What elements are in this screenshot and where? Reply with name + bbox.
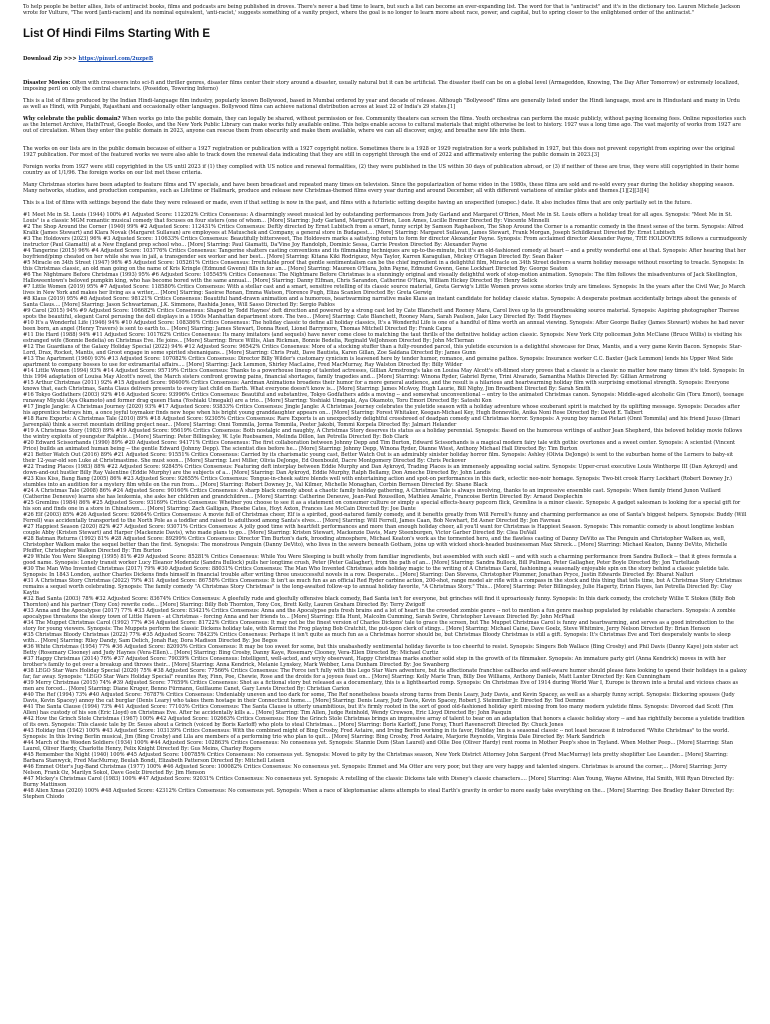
movie-list-item: #14 Little Women (1994) 93% #14 Adjusted Score: 95719% Critics Consensus: Thanks to a powerhouse lineup of talented actresses, Gillian Armstrong's take on Louisa May Alcott's oft-filmed story proves that a classic is a classic no matter how many times it's told. Synopsis: In this 1994 adaptation of Louisa May Alcott's novel, the March sisters confront growing pains, financial shortages, family tragedies and... [More] Starring: Winona Ryder, Gabriel Byrne, Trini Alvarado, Samantha Mathis Directed By: Gillian Armstrong [23,367,745,380]
movie-list-item: #34 The Muppet Christmas Carol (1992) 77% #34 Adjusted Score: 81722% Critics Consensus: It may not be the finest version of Charles Dickens' tale to grace the screen, but The Muppet Christmas Carol is funny and heartwarming, and serves as a good introduction to the story for young viewers. Synopsis: The Muppets perform the classic Dickens holiday tale, with Kermit the Frog playing Bob Cratchit, the put-upon clerk of stingy... [More] Starring: Michael Caine, Dave Goelz, Steve Whitmire, Jerry Nelson Directed By: Brian Henson [23,619,734,632]
movie-list-item: #19 A Christmas Story (1983) 89% #19 Adjusted Score: 95619% Critics Consensus: Both nostalgic and naughty, A Christmas Story deserves its status as a holiday perennial. Synopsis: Based on the humorous writings of author Jean Shepherd, this beloved holiday movie follows the wintry exploits of youngster Ralphie... [More] Starring: Peter Billingsley, W. Lyle Ruebsamen, Melinda Dillon, Ian Petrella Directed By: Bob Clark [23,427,743,440]
intro-paragraph: To help people be better allies, lists of antiracist books, films and podcasts are being published in droves. There's never a bad time to learn, but such a list can become an ever-expanding list. The word for that is "antiracist" and it's in the dictionary too. Lauren Michele Jackson wrote for Vulture, "The word [anti-racism] and its nominal equivalent, 'anti-racist,' suggests something of a vanity project, where the goal is no longer to learn more about race, power, and capital, but to spring closer to the enlightened order of the antiracist." [23,4,741,16]
paragraph-text: The works on our lists are in the public domain because of either a 1927 registration or publication with a 1927 copyright notice. Sometimes there is a 1928 or 1929 registration for a work published in 1927, but this does not prevent copyright from expiring over the original 1927 publication. For most of the featured works we were also able to track down the renewal data indicating that they are still in copyright through the end of 2022 and affirmatively entering the public domain in 2023.[3] [23,145,735,158]
movie-list-item: #7 Little Women (2019) 95% #7 Adjusted Score: 118580% Critics Consensus: With a stellar cast and a smart, sensitive retelling of its classic source material, Greta Gerwig's Little Women proves some stories truly are timeless. Synopsis: In the years after the Civil War, Jo March lives in New York and makes her living as a writer,... [More] Starring: Saoirse Ronan, Emma Watson, Florence Pugh, Eliza Scanlen Directed By: Greta Gerwig [23,283,746,296]
movie-list-item: #40 The Ref (1994) 73% #40 Adjusted Score: 76787% Critics Consensus: Undeniably uneven and too dark for some, The Ref nonetheless boasts strong turns from Denis Leary, Judy Davis, and Kevin Spacey, as well as a sharply funny script. Synopsis: Bickering spouses (Judy Davis, Kevin Spacey) annoy the cat burglar (Denis Leary) who takes them hostage in their Connecticut home.... [More] Starring: Denis Leary, Judy Davis, Kevin Spacey, Robert J. Steinmiller Jr. Directed By: Ted Demme [23,691,735,704]
paragraph-text: This is a list of films produced by the Indian Hindi-language film industry, popularly known Bollywood, based in Mumbai ordered by year and decade of release. Although "Bollywood" films are generally listed under the Hindi language, most are in Hindustani and many in Urdu as well as Hindi, with Punjabi, Rajasthani and occasionally other languages. Bollywood films can achieve national distribution across at least 22 of India's 29 states.[1] [23,97,740,110]
movie-list-item: #21 Better Watch Out (2016) 89% #21 Adjusted Score: 91551% Critics Consensus: Carried by its charismatic young cast, Better Watch Out is an admirably sinister holiday horror film. Synopsis: Ashley (Olivia DeJonge) is sent to the suburban home of the Lerners to baby-sit their 12-year-old son Luke at Christmastime. She must soon... [More] Starring: Levi Miller, Olivia DeJonge, Ed Oxenbould, Dacre Montgomery Directed By: Chris Peckover [23,451,734,464]
movie-list-item: #11 Die Hard (1988) 94% #11 Adjusted Score: 101762% Critics Consensus: Its many imitators (and sequels) have never come close to matching the taut thrills of the definitive holiday action classic. Synopsis: New York City policeman John McClane (Bruce Willis) is visiting his estranged wife (Bonnie Bedelia) on Christmas Eve. He joins... [More] Starring: Bruce Willis, Alan Rickman, Bonnie Bedelia, Reginald VelJohnson Directed By: John McTiernan [23,331,742,344]
movie-list-item: #1 Meet Me in St. Louis (1944) 100% #1 Adjusted Score: 112202% Critics Consensus: A disarmingly sweet musical led by outstanding performances from Judy Garland and Margaret O'Brien, Meet Me in St. Louis offers a holiday treat for all ages. Synopsis: "Meet Me in St. Louis" is a classic MGM romantic musical comedy that focuses on four sisters (one of whom... [More] Starring: Judy Garland, Margaret O'Brien, Leon Ames, Lucille Bremer Directed By: Vincente Minnelli [23,211,733,224]
movie-list-item: #22 Trading Places (1983) 88% #22 Adjusted Score: 92845% Critics Consensus: Featuring deft interplay between Eddie Murphy and Dan Aykroyd, Trading Places is an immensely appealing social satire. Synopsis: Upper-crust executive Louis Winthorpe III (Dan Aykroyd) and down-and-out hustler Billy Ray Valentine (Eddie Murphy) are the subjects of a... [More] Starring: Dan Aykroyd, Eddie Murphy, Ralph Bellamy, Don Ameche Directed By: John Landis [23,463,738,476]
movie-list-item: #16 Tokyo Godfathers (2003) 92% #16 Adjusted Score: 93996% Critics Consensus: Beautiful and substantive, Tokyo Godfathers adds a moving -- and somewhat unconventional -- entry to the animated Christmas canon. Synopsis: Middle-aged alcoholic Gin (Toru Emori), teenage runaway Miyuki (Aya Okamoto) and former drag queen Hana (Yoshiaki Umegaki) are a trio... [More] Starring: Yoshiaki Umegaki, Aya Okamoto, Toru Emori Directed By: Satoshi Kon [23,391,744,404]
body-paragraphs [23,80,747,206]
movie-list-item: #8 Klaus (2019) 95% #8 Adjusted Score: 98121% Critics Consensus: Beautiful hand-drawn animation and a humorous, heartwarming narrative make Klaus an instant candidate for holiday classic status. Synopsis: A desperate postman accidentally brings about the genesis of Santa Claus.... [More] Starring: Jason Schwartzman, J.K. Simmons, Rashida Jones, Will Sasso Directed By: Sergio Pablos [23,295,737,308]
movie-list-item: #38 LEGO Star Wars Holiday Special (2020) 75% #38 Adjusted Score: 77566% Critics Consensus: The Force isn't fully with this Lego Star Wars adventure, but its affectionate franchise callbacks and self-aware humor should please fans looking to spend their holidays in a galaxy far, far away. Synopsis: "LEGO Star Wars Holiday Special" reunites Rey, Finn, Poe, Chewie, Rose and the droids for a joyous feast on... [More] Starring: Kelly Marie Tran, Billy Dee Williams, Anthony Daniels, Matt Lanter Directed By: Ken Cunningham [23,667,747,680]
movie-list-item: #20 Edward Scissorhands (1990) 89% #20 Adjusted Score: 94171% Critics Consensus: The first collaboration between Johnny Depp and Tim Burton, Edward Scissorhands is a magical modern fairy tale with gothic overtones and a sweet center. Synopsis: A scientist (Vincent Price) builds an animated human being -- the gentle Edward (Johnny Depp). The scientist dies before he... [More] Starring: Johnny Depp, Winona Ryder, Dianne Wiest, Anthony Michael Hall Directed By: Tim Burton [23,439,736,452]
movie-list-item: #46 Emmet Otter's Jug-Band Christmas (1977) 100% #46 Adjusted Score: 100082% Critics Consensus: No consensus yet. Synopsis: Emmet and Ma Otter are very poor, but they are very happy and talented singers. Christmas is around the corner,... [More] Starring: Jerry Nelson, Frank Oz, Marilyn Sokol, Dave Goelz Directed By: Jim Henson [23,763,727,776]
paragraph-text: Foreign works from 1927 were still copyrighted in the US until 2023 if (1) they complied with US notice and renewal formalities, (2) they were published in the US within 30 days of publication abroad, or (3) if neither of these are true, they were still copyrighted in their home country as of 1/1/96. The foreign works on our list met these criteria. [23,163,739,176]
movie-list-item: #18 Rare Exports: A Christmas Tale (2010) 89% #18 Adjusted Score: 92305% Critics Consensus: Rare Exports is an unexpectedly delightful crossbreed of deadpan comedy and Christmas horror. Synopsis: A young boy named Pietari (Onni Tommila) and his friend Juuso (Ilmari Jarvenpää) think a secret mountain drilling project near... [More] Starring: Onni Tommila, Jorma Tommila, Peeter Jakobi, Tommi Korpela Directed By: Jalmari Helander [23,415,740,428]
movie-list-item: #17 Jingle Jangle: A Christmas Journey (2020) 93% #17 Adjusted Score: 93833% Critics Consensus: Jingle Jangle: A Christmas Journey celebrates the yuletide season with a holiday adventure whose exuberant spirit is matched by its uplifting message. Synopsis: Decades after his apprentice betrays him, a once joyful toymaker finds new hope when his bright young granddaughter appears on... [More] Starring: Forest Whitaker, Keegan-Michael Key, Hugh Bonneville, Anika Noni Rose Directed By: David E. Talbert [23,403,740,416]
body-paragraph [23,116,747,134]
movie-list-item: #37 Happy Christmas (2014) 76% #37 Adjusted Score: 79039% Critics Consensus: Intelligent, well-acted, and wryly observant, Happy Christmas marks another solid step in the growth of its filmmaker. Synopsis: An immature party girl (Anna Kendrick) moves in with her brother's family to get over a breakup and throws their... [More] Starring: Anna Kendrick, Melanie Lynskey, Mark Webber, Lena Dunham Directed By: Joe Swanberg [23,655,726,668]
movie-list-item: #36 White Christmas (1954) 77% #36 Adjusted Score: 82093% Critics Consensus: It may be too sweet for some, but this unabashedly sentimental holiday favorite is too cheerful to resist. Synopsis: Singers Bob Wallace (Bing Crosby) and Phil Davis (Danny Kaye) join sister act Betty (Rosemary Clooney) and Judy Haynes (Vera-Ellen)... [More] Starring: Bing Crosby, Danny Kaye, Rosemary Clooney, Vera-Ellen Directed By: Michael Curtiz [23,643,739,656]
movie-list-item: #23 Kiss Kiss, Bang Bang (2005) 86% #23 Adjusted Score: 92655% Critics Consensus: Tongue-in-cheek satire blends well with entertaining action and spot-on performances in this dark, eclectic neo-noir homage. Synopsis: Two-bit crook Harry Lockhart (Robert Downey Jr.) stumbles into an audition for a mystery film while on the run from... [More] Starring: Robert Downey Jr., Val Kilmer, Michelle Monaghan, Corbin Bernsen Directed By: Shane Black [23,475,733,488]
movie-list-item: #9 Carol (2015) 94% #9 Adjusted Score: 106682% Critics Consensus: Shaped by Todd Haynes' deft direction and powered by a strong cast led by Cate Blanchett and Rooney Mara, Carol lives up to its groundbreaking source material. Synopsis: Aspiring photographer Therese spots the beautiful, elegant Carol perusing the doll displays in a 1950s Manhattan department store. The two... [More] Starring: Cate Blanchett, Rooney Mara, Sarah Paulson, Jake Lacy Directed By: Todd Haynes [23,307,740,320]
movie-list-item: #41 The Santa Clause (1994) 73% #41 Adjusted Score: 77103% Critics Consensus: The Santa Clause is utterly unambitious, but it's firmly rooted in the sort of good old-fashioned holiday spirit missing from too many modern yuletide films. Synopsis: Divorced dad Scott (Tim Allen) has custody of his son (Eric Lloyd) on Christmas Eve. After he accidentally kills a... [More] Starring: Tim Allen, Judge Reinhold, Wendy Crewson, Eric Lloyd Directed By: John Pasquin [23,703,734,716]
paragraph-text: Often with crossovers into sci-fi and thriller genres, disaster films center their story around a disaster, usually natural but it can be artificial. The disaster itself can be on a global level (Armageddon, Knowing, The Day After Tomorrow) or extremely localized, imposing peril on only the central characters. (Poseidon, Towering Inferno) [23,79,740,92]
movie-list-item: #47 Mickey's Christmas Carol (1983) 100% #47 Adjusted Score: 92031% Critics Consensus: No consensus yet. Synopsis: A retelling of the classic Dickens tale with Disney's classic characters.... [More] Starring: Alan Young, Wayne Allwine, Hal Smith, Will Ryan Directed By: Burny Mattinson [23,775,734,788]
movie-list-item: #48 Alien Xmas (2020) 100% #48 Adjusted Score: 42312% Critics Consensus: No consensus yet. Synopsis: When a race of kleptomaniac aliens attempts to steal Earth's gravity in order to more easily take everything on the... [More] Starring: Dee Bradley Baker Directed By: Stephen Chiodo [23,787,734,800]
paragraph-text: This is a list of films with settings beyond the date they were released or made, even if that setting is now in the past, and films with a futuristic setting despite having an unspecified (unspec.) date. It also includes films that are only partially set in the future. [23,199,692,206]
body-paragraph [23,98,747,110]
paragraph-lead: Disaster Movies: [23,79,71,86]
movie-list-item: #44 March of the Wooden Soldiers (1934) 100% #44 Adjusted Score: 102863% Critics Consensus: No consensus yet. Synopsis: Stannie Dum (Stan Laurel) and Ollie Dee (Oliver Hardy) rent rooms in Mother Peep's shoe in Toyland. When Mother Peep... [More] Starring: Stan Laurel, Oliver Hardy, Charlotte Henry, Felix Knight Directed By: Gus Meins, Charley Rogers [23,739,734,752]
movie-list-item: #32 Bad Santa (2003) 78% #32 Adjusted Score: 83674% Critics Consensus: A gleefully rude and gleefully offensive black comedy, Bad Santa isn't for everyone, but grinches will find it uproariously funny. Synopsis: In this dark comedy, the crotchety Willie T. Stokes (Billy Bob Thornton) and his partner (Tony Cox) rewrite code... [More] Starring: Billy Bob Thornton, Tony Cox, Brett Kelly, Lauren Graham Directed By: Terry Zwigoff [23,595,736,608]
movie-list-item: #26 Elf (2003) 85% #26 Adjusted Score: 92664% Critics Consensus: A movie full of Christmas cheer, Elf is a spirited, good-natured family comedy, and it benefits greatly from Will Ferrell's funny and charming performance as one of Santa's biggest helpers. Synopsis: Buddy (Will Ferrell) was accidentally transported to the North Pole as a toddler and raised to adulthood among Santa's elves.... [More] Starring: Will Ferrell, James Caan, Bob Newhart, Ed Asner Directed By: Jon Favreau [23,511,747,524]
movie-list-item: #25 Gremlins (1984) 86% #25 Adjusted Score: 93169% Critics Consensus: Whether you choose to see it as a statement on consumer culture or simply a special effects-heavy popcorn flick, Gremlins is a minor classic. Synopsis: A gadget salesman is looking for a special gift for his son and finds one in a store in Chinatown.... [More] Starring: Zach Galligan, Phoebe Cates, Hoyt Axton, Frances Lee McCain Directed By: Joe Dante [23,499,741,512]
movie-list-item: #42 How the Grinch Stole Christmas (1967) 100% #42 Adjusted Score: 102663% Critics Consensus: How the Grinch Stole Christmas brings an impressive array of talent to bear on an adaptation that honors a classic holiday story -- and has rightfully become a yuletide tradition of its own. Synopsis: This classic tale by Dr. Seuss about a Grinch (voiced by Boris Karloff) who plots to steal Christmas... [More] Starring: Boris Karloff, June Foray, Thurl Ravenscroft Directed By: Chuck Jones [23,715,745,728]
download-line [23,56,747,62]
paragraph-text: When works go into the public domain, they can legally be shared, without permission or fee. Community theaters can screen the films. Youth orchestras can perform the music publicly, without paying licensing fees. Online repositories such as the Internet Archive, HathiTrust, Google Books, and the New York Public Library can make works fully available online. This helps enable access to cultural materials that might otherwise be lost to history. 1927 was a long time ago. The vast majority of works from 1927 are out of circulation. When they enter the public domain in 2023, anyone can rescue them from obscurity and make them available, where we can all discover, enjoy, and breathe new life into them. [23,115,746,134]
download-label: Download Zip >>> [23,55,77,62]
movie-list-item: #31 A Christmas Story Christmas (2022) 79% #31 Adjusted Score: 86758% Critics Consensus: It isn't as much fun as an official Red Ryder carbine action, 200-shot, range model air rifle with a compass in the stock and this thing that tells time, but A Christmas Story Christmas remains a sequel worth celebrating. Synopsis: The family comedy "A Christmas Story Christmas" is the long-awaited follow-up to annual holiday favorite, "A Christmas Story." This... [More] Starring: Peter Billingsley, Julie Hagerty, Erinn Hayes, Ian Petrella Directed By: Clay Kaytis [23,577,742,596]
movie-list-item: #2 The Shop Around the Corner (1940) 99% #2 Adjusted Score: 112431% Critics Consensus: Deftly directed by Ernst Lubitsch from a smart, funny script by Samson Raphaelson, The Shop Around the Corner is a romantic comedy in the finest sense of the term. Synopsis: Alfred Kralik (James Stewart) and Klara Novak (Margaret Sullavan) are employees at Matuschek and Company, a general store in Budapest.... [More] Starring: Margaret Sullavan, James Stewart, Frank Morgan, Joseph Schildkraut Directed By: Ernst Lubitsch [23,223,744,236]
body-paragraph [23,80,747,92]
movie-list-item: #12 The Guardians of the Galaxy Holiday Special (2022) 94% #12 Adjusted Score: 96542% Critics Consensus: More of a stocking stuffer than a fully-rounded parcel, this yuletide excursion is a delightful showcase for Drax, Mantis, and a very game Kevin Bacon. Synopsis: Star-Lord, Drax, Rocket, Mantis, and Groot engage in some spirited shenanigans... [More] Starring: Chris Pratt, Dave Bautista, Karen Gillan, Zoe Saldana Directed By: James Gunn [23,343,742,356]
movie-list-item: #43 Holiday Inn (1942) 100% #43 Adjusted Score: 103139% Critics Consensus: With the combined might of Bing Crosby, Fred Astaire, and Irving Berlin working in its favor, Holiday Inn is a seasonal classic -- not least because it introduced "White Christmas" to the world. Synopsis: In this Irving Berlin musical, Jim (Bing Crosby) and Lila are members of a performing trio who plan to quit... [More] Starring: Bing Crosby, Fred Astaire, Marjorie Reynolds, Virginia Dale Directed By: Mark Sandrich [23,727,730,740]
movie-list-item: #33 Anna and the Apocalypse (2017) 77% #33 Adjusted Score: 83421% Critics Consensus: Anna and the Apocalypse puts fresh brains and a lot of heart in the crowded zombie genre -- not to mention a fun genre mashup populated by relatable characters. Synopsis: A zombie apocalypse threatens the sleepy town of Little Haven - at Christmas - forcing Anna and her friends to... [More] Starring: Ella Hunt, Malcolm Cumming, Sarah Swire, Christopher Leveaux Directed By: John McPhail [23,607,736,620]
movie-list-item: #6 The Nightmare Before Christmas (1993) 95% #6 Adjusted Score: 105545% Critics Consensus: The Nightmare Before Christmas is a stunningly original and visually delightful work of stop-motion animation. Synopsis: The film follows the misadventures of Jack Skellington, Halloweentown's beloved pumpkin king, who has become bored with the same annual... [More] Starring: Danny Elfman, Chris Sarandon, Catherine O'Hara, William Hickey Directed By: Henry Selick [23,271,738,284]
movie-list-item: #3 The Holdovers (2023) 96% #3 Adjusted Score: 110633% Critics Consensus: Beautifully bittersweet, The Holdovers marks a satisfying return to form for director Alexander Payne. Synopsis: From acclaimed director Alexander Payne, THE HOLDOVERS follows a curmudgeonly instructor (Paul Giamatti) at a New England prep school who... [More] Starring: Paul Giamatti, Da'Vine Joy Randolph, Dominic Sessa, Carrie Preston Directed By: Alexander Payne [23,235,747,248]
movie-list-item: #13 The Apartment (1960) 93% #13 Adjusted Score: 107082% Critics Consensus: Director Billy Wilder's customary cynicism is leavened here by tender humor, romance, and genuine pathos. Synopsis: Insurance worker C.C. Baxter (Jack Lemmon) lends his Upper West Side apartment to company bosses to use for extramarital affairs.... [More] Starring: Jack Lemmon, Shirley MacLaine, Fred MacMurray, Ray Walston Directed By: Billy Wilder [23,355,733,368]
movie-list-item: #45 Remember the Night (1940) 100% #45 Adjusted Score: 100785% Critics Consensus: No consensus yet. Synopsis: Moved to pity by the Christmas season, New York District Attorney John Sargent (Fred MacMurray) lets pretty shoplifter Lee Leander... [More] Starring: Barbara Stanwyck, Fred MacMurray, Beulah Bondi, Elizabeth Patterson Directed By: Mitchell Leisen [23,751,728,764]
movie-list-item: #29 While You Were Sleeping (1995) 81% #29 Adjusted Score: 85281% Critics Consensus: While You Were Sleeping is built wholly from familiar ingredients, but assembled with such skill -- and with such a charming performance from Sandra Bullock -- that it gives formula a good name. Synopsis: Lonely transit worker Lucy Eleanor Moderatz (Sandra Bullock) pulls her longtime crush, Peter (Peter Gallagher), from the path of an... [More] Starring: Sandra Bullock, Bill Pullman, Peter Gallagher, Peter Boyle Directed By: Jon Turteltaub [23,553,737,566]
movie-list [23,212,747,800]
movie-list-item: #28 Batman Returns (1992) 81% #28 Adjusted Score: 89299% Critics Consensus: Director Tim Burton's dark, brooding atmosphere, Michael Keaton's work as the tormented hero, and the flawless casting of Danny DeVito as The Penguin and Christopher Walken as, well, Christopher Walken make the sequel better than the first. Synopsis: The monstrous Penguin (Danny DeVito), who lives in the sewers beneath Gotham, joins up with wicked shock-headed businessman Max Shreck... [More] Starring: Michael Keaton, Danny DeVito, Michelle Pfeiffer, Christopher Walken Directed By: Tim Burton [23,535,728,554]
page-title: List Of Hindi Films Starting With E [23,28,211,40]
paragraph-lead: Why celebrate the public domain? [23,115,121,122]
movie-list-item: #27 Happiest Season (2020) 82% #27 Adjusted Score: 93071% Critics Consensus: A jolly good time with heartfelt performances and more than enough holiday cheer, all you'll want for Christmas is Happiest Season. Synopsis: This romantic comedy is about longtime lesbian couple Abby (Kristen Stewart) and Harper (Mackenzie Davis), who made plans to go... [More] Starring: Kristen Stewart, Mackenzie Davis, Mary Steenburgen, Victor Garber Directed By: Clea DuVall [23,523,734,536]
movie-list-item: #4 Tangerine (2015) 96% #4 Adjusted Score: 103776% Critics Consensus: Tangerine shatters casting conventions and its filmmaking techniques are up-to-the-minute, but it's an old-fashioned comedy at heart -- and a pretty wonderful one at that. Synopsis: After hearing that her boyfriend/pimp cheated on her while she was in jail, a transgender sex worker and her best... [More] Starring: Kitana Kiki Rodriguez, Mya Taylor, Karren Karagulian, Mickey O'Hagan Directed By: Sean Baker [23,247,746,260]
movie-list-item: #15 Arthur Christmas (2011) 92% #15 Adjusted Score: 98400% Critics Consensus: Aardman Animations broadens their humor for a more general audience, and the result is a hilarious and heartwarming holiday film with surprising emotional strength. Synopsis: Everyone knows that, each Christmas, Santa Claus delivers presents to every last child on Earth. What everyone doesn't know is... [More] Starring: James McAvoy, Hugh Laurie, Bill Nighy, Jim Broadbent Directed By: Sarah Smith [23,379,730,392]
movie-list-item: #10 It's a Wonderful Life (1946) 94% #10 Adjusted Score: 108386% Critics Consensus: The holiday classic to define all holiday classics, It's a Wonderful Life is one of a handful of films worth an annual viewing. Synopsis: After George Bailey (James Stewart) wishes he had never been born, an angel (Henry Travers) is sent to earth to... [More] Starring: James Stewart, Donna Reed, Lionel Barrymore, Thomas Mitchell Directed By: Frank Capra [23,319,745,332]
body-paragraph [23,200,747,206]
body-paragraph [23,182,747,194]
movie-list-item: #35 Christmas Bloody Christmas (2022) 77% #35 Adjusted Score: 78423% Critics Consensus: Perhaps it isn't quite as much fun as a Christmas horror should be, but Christmas Bloody Christmas is still a gift. Synopsis: It's Christmas Eve and Tori desperately wants to sleep with... [More] Starring: Riley Dandy, Sam Delich, Jonah Ray, Dora Madison Directed By: Joe Begos [23,631,731,644]
body-paragraph [23,146,747,158]
movie-list-item: #39 Merry Christmas (2015) 74% #39 Adjusted Score: 77659% Critics Consensus: Shot as a fictional story but released as a documentary, this is a lighthearted romp. Synopsis: On Christmas Eve of 1914 during World War I, Europe is thrown into a brutal and vicious chaos as men are forced... [More] Starring: Diane Kruger, Benno Fürmann, Guillaume Canet, Gary Lewis Directed By: Christian Carion [23,679,739,692]
download-link[interactable]: https://pinurl.com/2uzpeB [78,55,154,62]
paragraph-text: Many Christmas stories have been adapted to feature films and TV specials, and have been broadcast and repeated many times on television. Since the popularization of home video in the 1980s, these films are sold and re-sold every year during the holiday shopping season. Many networks, studios, and production companies, such as Lifetime or Hallmark, produce and release new Christmas-themed films every year during and around December, all with different variations of similar plots and themes.[1][2][3][4] [23,181,735,194]
movie-list-item: #30 The Man Who Invented Christmas (2017) 79% #30 Adjusted Score: 88031% Critics Consensus: The Man Who Invented Christmas adds holiday magic to the writing of A Christmas Carol, fashioning a seasonally enjoyable spin on the story behind a classic yuletide tale. Synopsis: In 1843 London, author Charles Dickens finds himself in financial trouble after writing three unsuccessful novels in a row. Desperate... [More] Starring: Dan Stevens, Christopher Plummer, Jonathan Pryce, Justin Edwards Directed By: Bharat Nalluri [23,565,730,578]
body-paragraph [23,164,747,176]
movie-list-item: #24 A Christmas Tale (2008) 86% #24 Adjusted Score: 90160% Critics Consensus: A sharp black comedy about a chaotic family holiday gathering, A Christmas Tale is always involving, thanks to an impressive ensemble cast. Synopsis: When family friend Junon Vuillard (Catherine Deneuve) learns she has leukemia, she asks her children and grandchildren... [More] Starring: Catherine Deneuve, Jean-Paul Roussillon, Mathieu Amalric, Francoise Bertin Directed By: Arnaud Desplechin [23,487,721,500]
movie-list-item: #5 Miracle on 34th Street (1947) 96% #5 Adjusted Score: 105261% Critics Consensus: Irrefutable proof that gentle sentimentalism can be the chief ingredient in a delightful film, Miracle on 34th Street delivers a warm holiday message without resorting to treacle. Synopsis: In this Christmas classic, an old man going on the name of Kris Kringle (Edmund Gwenn) fills in for an... [More] Starring: Maureen O'Hara, John Payne, Edmund Gwenn, Gene Lockhart Directed By: George Seaton [23,259,744,272]
